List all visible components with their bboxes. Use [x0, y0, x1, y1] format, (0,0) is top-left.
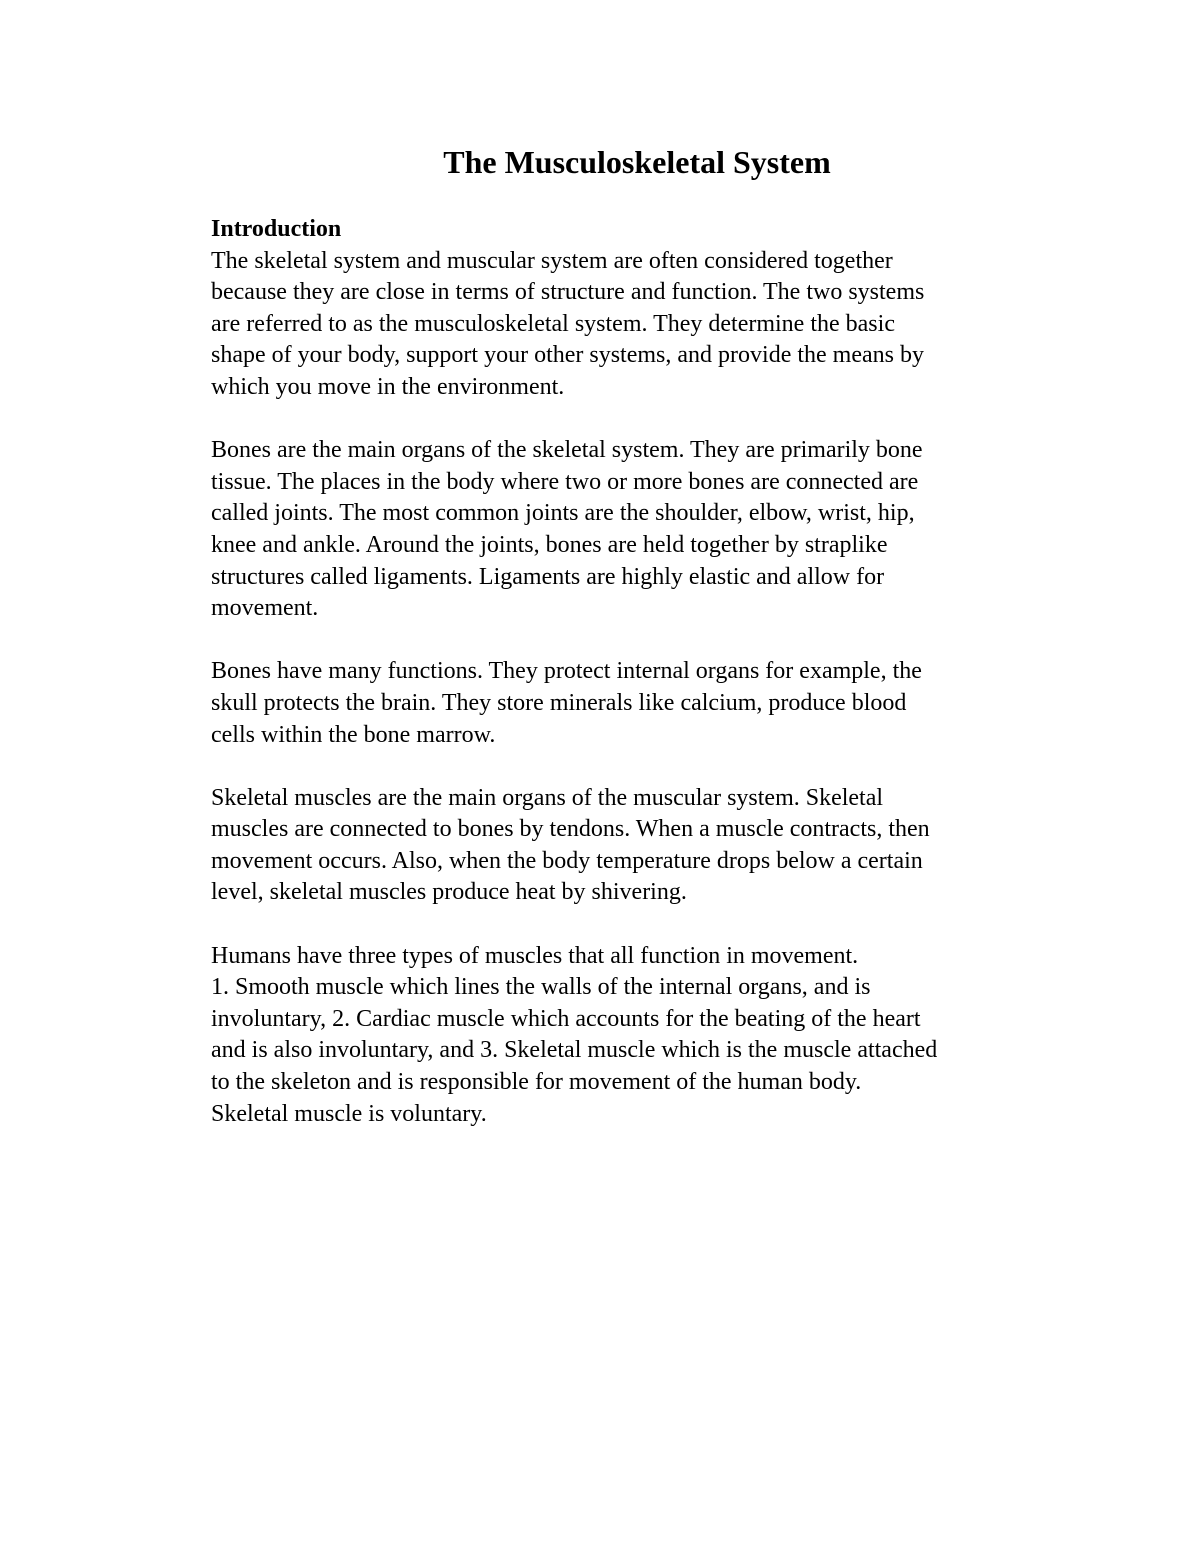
text-line: tissue. The places in the body where two or more bones are connected are	[211, 468, 919, 495]
text-line: which you move in the environment.	[211, 373, 565, 400]
document-body	[211, 214, 1061, 1162]
text-line: Skeletal muscles are the main organs of the muscular system. Skeletal	[211, 784, 884, 811]
text-line: involuntary, 2. Cardiac muscle which accounts for the beating of the heart	[211, 1005, 921, 1032]
text-line: 1. Smooth muscle which lines the walls of the internal organs, and is	[211, 974, 871, 1001]
text-line: cells within the bone marrow.	[211, 721, 496, 748]
text-line: to the skeleton and is responsible for movement of the human body.	[211, 1069, 862, 1096]
text-line: knee and ankle. Around the joints, bones are held together by straplike	[211, 531, 888, 558]
paragraph-intro	[211, 246, 1061, 404]
text-line: level, skeletal muscles produce heat by shivering.	[211, 879, 687, 906]
text-line: Skeletal muscle is voluntary.	[211, 1100, 487, 1127]
paragraph-muscle-types	[211, 941, 1061, 1131]
text-line: The skeletal system and muscular system are often considered together	[211, 247, 893, 274]
document-title: The Musculoskeletal System	[443, 144, 831, 180]
paragraph-bone-functions	[211, 656, 1061, 751]
text-line: Bones have many functions. They protect internal organs for example, the	[211, 658, 922, 685]
paragraph-skeletal-muscles	[211, 783, 1061, 909]
text-line: movement.	[211, 595, 319, 622]
text-line: shape of your body, support your other systems, and provide the means by	[211, 342, 924, 369]
text-line: are referred to as the musculoskeletal system. They determine the basic	[211, 310, 895, 337]
section-heading: Introduction	[211, 216, 342, 242]
text-line: muscles are connected to bones by tendons. When a muscle contracts, then	[211, 816, 930, 843]
text-line: skull protects the brain. They store minerals like calcium, produce blood	[211, 689, 907, 716]
text-line: because they are close in terms of structure and function. The two systems	[211, 279, 925, 306]
text-line: and is also involuntary, and 3. Skeletal muscle which is the muscle attached	[211, 1037, 938, 1064]
text-line: Bones are the main organs of the skeletal system. They are primarily bone	[211, 437, 923, 464]
text-line: called joints. The most common joints are the shoulder, elbow, wrist, hip,	[211, 500, 915, 527]
text-line: structures called ligaments. Ligaments are highly elastic and allow for	[211, 563, 885, 590]
text-line: Humans have three types of muscles that all function in movement.	[211, 942, 859, 969]
text-line: movement occurs. Also, when the body temperature drops below a certain	[211, 847, 923, 874]
paragraph-bones	[211, 435, 1061, 625]
